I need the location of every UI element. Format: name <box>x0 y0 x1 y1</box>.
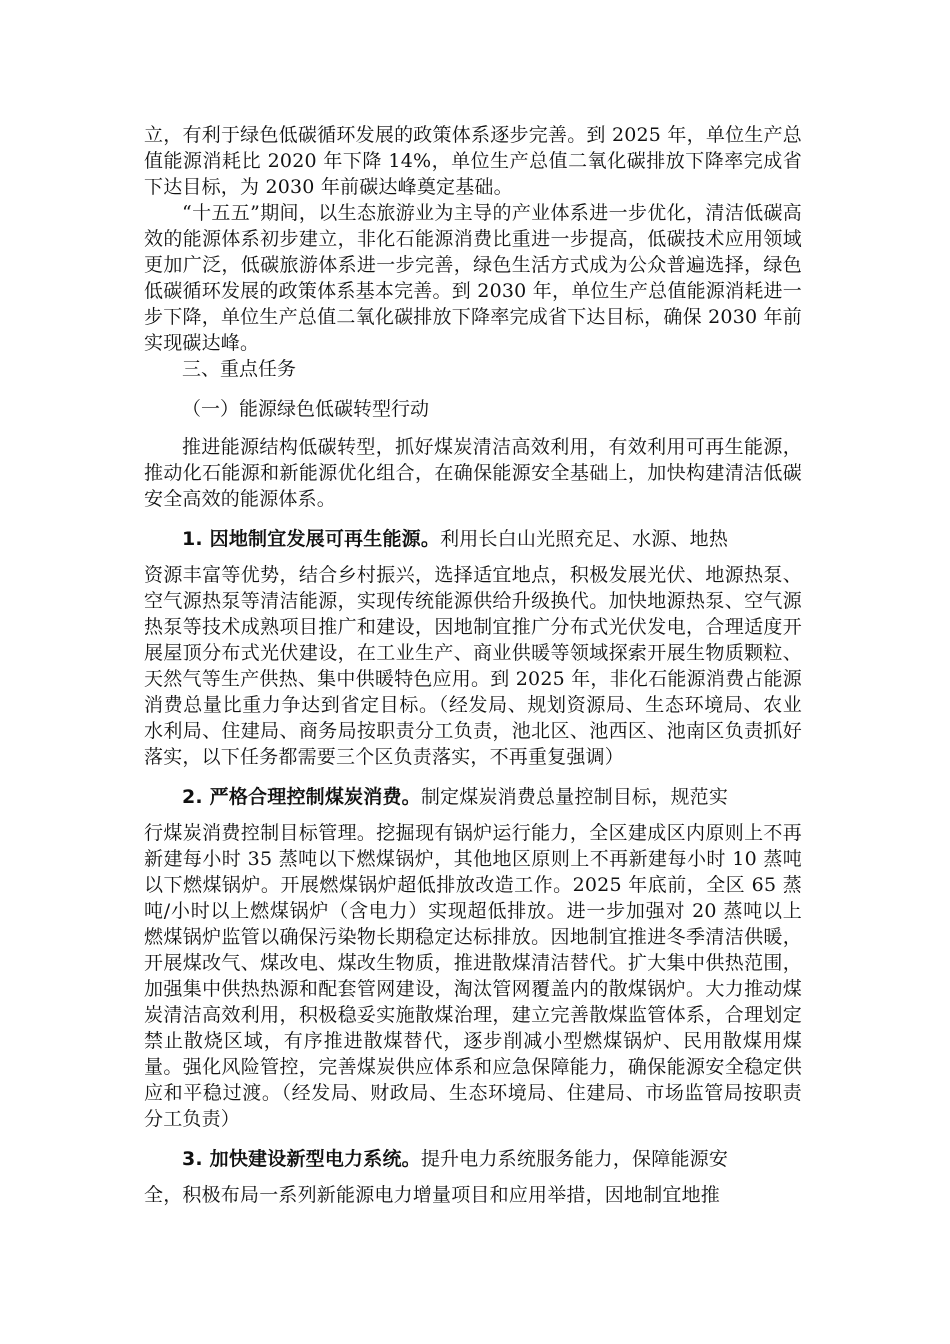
task-2-first-line <box>144 784 802 810</box>
task-2-lead: 制定煤炭消费总量控制目标，规范实 <box>420 786 729 808</box>
task-3-first-line <box>144 1146 802 1172</box>
paragraph-energy-intro: 推进能源结构低碳转型，抓好煤炭清洁高效利用，有效利用可再生能源，推动化石能源和新能源优化组合，在确保能源安全基础上，加快构建清洁低碳安全高效的能源体系。 <box>144 436 802 510</box>
task-1-first-line <box>144 526 802 552</box>
task-3-title: 3. 加快建设新型电力系统。 <box>182 1148 421 1170</box>
task-1-body: 资源丰富等优势，结合乡村振兴，选择适宜地点，积极发展光伏、地源热泵、空气源热泵等清洁能源，实现传统能源供给升级换代。加快地源热泵、空气源热泵等技术成熟项目推广和建设，因地制宜推广分布式光伏发电，合理适度开展屋顶分布式光伏建设，在工业生产、商业供暖等领域探索开展生物质颗粒、天然气等生产供热、集中供暖特色应用。到 2025 年，非化石能源消费占能源消费总量比重力争达到省定目标。（经发局、规划资源局、生态环境局、农业水利局、住建局、商务局按职责分工负责，池北区、池西区、池南区负责抓好落实，以下任务都需要三个区负责落实，不再重复强调） <box>144 564 802 768</box>
paragraph-goal-2030: “十五五”期间，以生态旅游业为主导的产业体系进一步优化，清洁低碳高效的能源体系初步建立，非化石能源消费比重进一步提高，低碳技术应用领域更加广泛，低碳旅游体系进一步完善，绿色生活方式成为公众普遍选择，绿色低碳循环发展的政策体系基本完善。到 2030 年，单位生产总值能源消耗进一步下降，单位生产总值二氧化碳排放下降率完成省下达目标，确保 2030 年前实现碳达峰。 <box>144 202 802 354</box>
document-page <box>144 122 802 1208</box>
task-1-lead: 利用长白山光照充足、水源、地热 <box>440 528 729 550</box>
task-2-title: 2. 严格合理控制煤炭消费。 <box>182 786 421 808</box>
paragraph-goal-2025: 立，有利于绿色低碳循环发展的政策体系逐步完善。到 2025 年，单位生产总值能源消耗比 2020 年下降 14%，单位生产总值二氧化碳排放下降率完成省下达目标，为 2030 年前碳达峰奠定基础。 <box>144 124 802 198</box>
subsection-heading: （一）能源绿色低碳转型行动 <box>182 398 430 420</box>
section-heading: 三、重点任务 <box>182 358 297 380</box>
task-2-body: 行煤炭消费控制目标管理。挖掘现有锅炉运行能力，全区建成区内原则上不再新建每小时 35 蒸吨以下燃煤锅炉，其他地区原则上不再新建每小时 10 蒸吨以下燃煤锅炉。开展燃煤锅炉超低排放改造工作。2025 年底前，全区 65 蒸吨/小时以上燃煤锅炉（含电力）实现超低排放。进一步加强对 20 蒸吨以上燃煤锅炉监管以确保污染物长期稳定达标排放。因地制宜推进冬季清洁供暖，开展煤改气、煤改电、煤改生物质，推进散煤清洁替代。扩大集中供热范围，加强集中供热热源和配套管网建设，淘汰管网覆盖内的散煤锅炉。大力推动煤炭清洁高效利用，积极稳妥实施散煤治理，建立完善散煤监管体系，合理划定禁止散烧区域，有序推进散煤替代，逐步削减小型燃煤锅炉、民用散煤用煤量。强化风险管控，完善煤炭供应体系和应急保障能力，确保能源安全稳定供应和平稳过渡。（经发局、财政局、生态环境局、住建局、市场监管局按职责分工负责） <box>144 822 802 1130</box>
task-3-body: 全，积极布局一系列新能源电力增量项目和应用举措，因地制宜地推 <box>144 1184 721 1206</box>
task-3-lead: 提升电力系统服务能力，保障能源安 <box>420 1148 729 1170</box>
task-1-title: 1. 因地制宜发展可再生能源。 <box>182 528 441 550</box>
